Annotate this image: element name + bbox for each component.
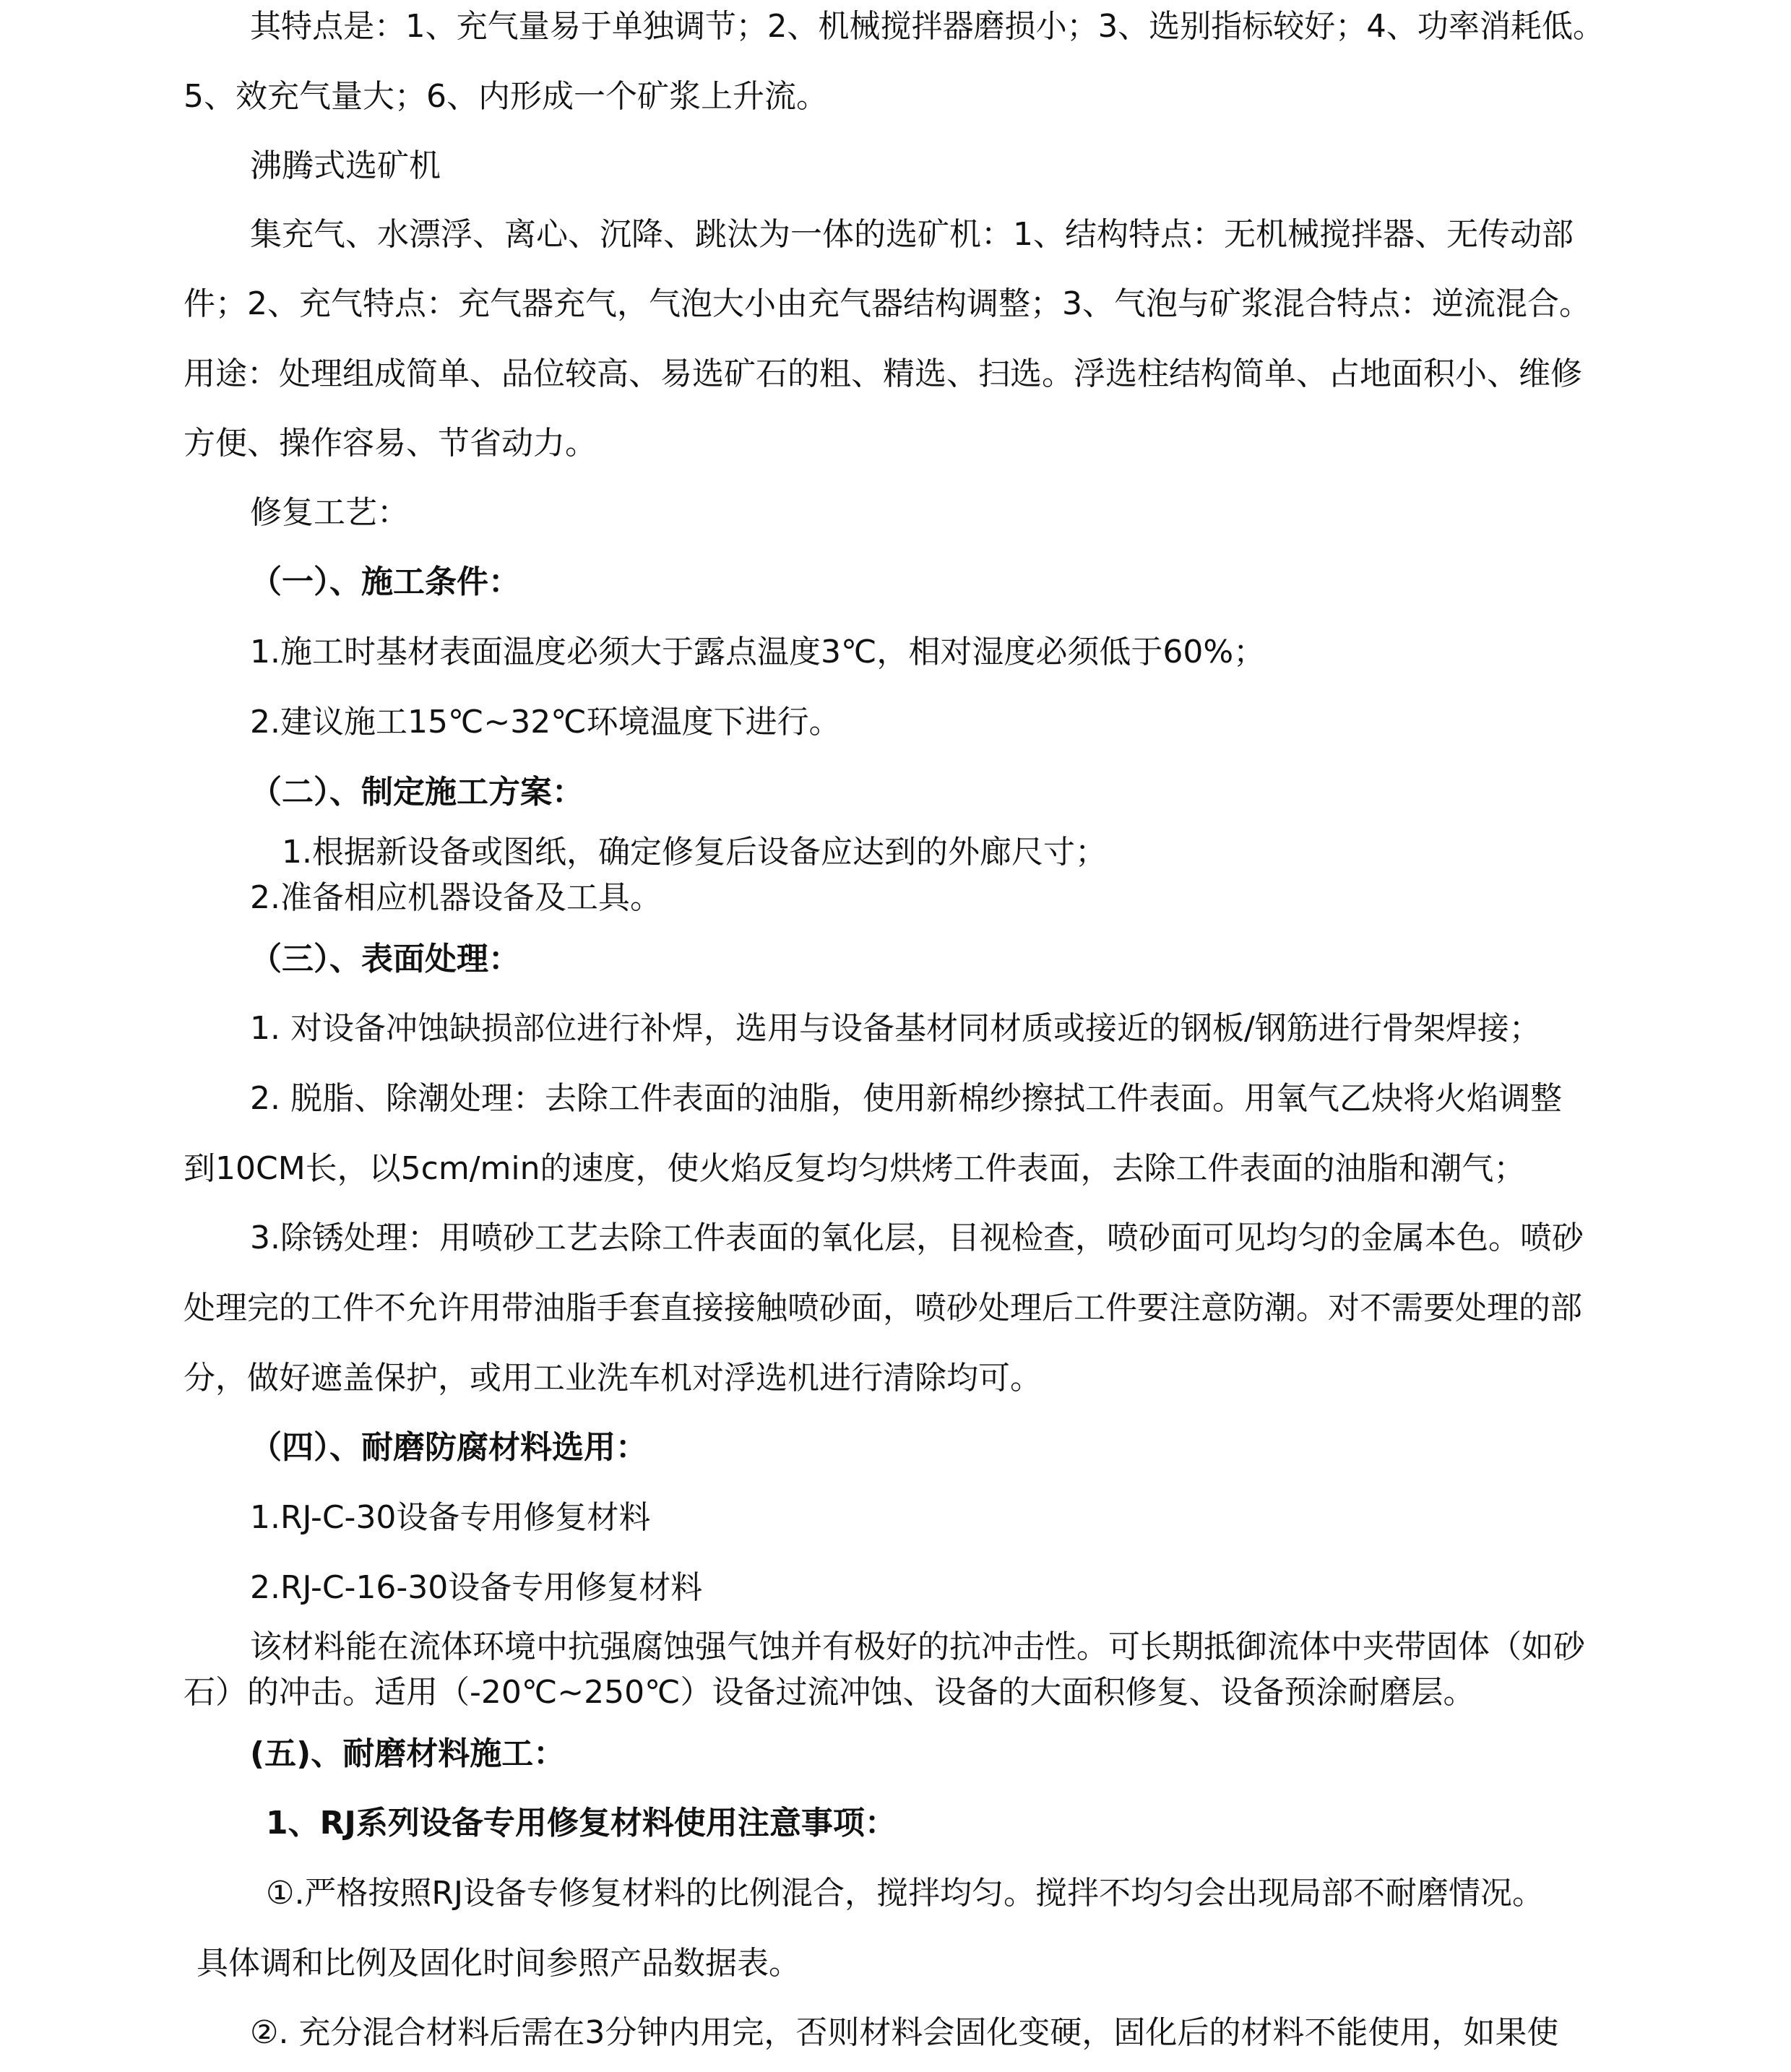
text-line: 集充气、水漂浮、离心、沉降、跳汰为一体的选矿机：1、结构特点：无机械搅拌器、无传动部 [250, 216, 1574, 253]
list-item: ②. 充分混合材料后需在3分钟内用完，否则材料会固化变硬，固化后的材料不能使用，如果使 [250, 2014, 1559, 2051]
subsection-heading: 1、RJ系列设备专用修复材料使用注意事项： [266, 1805, 897, 1842]
list-item: 2. 脱脂、除潮处理：去除工件表面的油脂，使用新棉纱擦拭工件表面。用氧气乙炔将火焰调整 [250, 1080, 1562, 1117]
text-line: 石）的冲击。适用（-20℃~250℃）设备过流冲蚀、设备的大面积修复、设备预涂耐磨层。 [184, 1674, 1475, 1711]
text-line: 分，做好遮盖保护，或用工业洗车机对浮选机进行清除均可。 [184, 1360, 1042, 1397]
list-item: 3.除锈处理：用喷砂工艺去除工件表面的氧化层，目视检查，喷砂面可见均匀的金属本色。喷砂 [250, 1220, 1584, 1256]
section-heading: 修复工艺： [250, 494, 409, 531]
list-item: ①.严格按照RJ设备专修复材料的比例混合，搅拌均匀。搅拌不均匀会出现局部不耐磨情况。 [266, 1875, 1544, 1912]
section-heading: （四）、耐磨防腐材料选用： [250, 1429, 647, 1466]
list-item: 2.建议施工15℃~32℃环境温度下进行。 [250, 704, 841, 741]
section-heading: （二）、制定施工方案： [250, 774, 584, 811]
section-heading: (五)、耐磨材料施工： [250, 1735, 566, 1772]
list-item: 2.RJ-C-16-30设备专用修复材料 [250, 1569, 703, 1606]
text-line: 到10CM长，以5cm/min的速度，使火焰反复均匀烘烤工件表面，去除工件表面的油脂和潮气； [184, 1150, 1526, 1187]
list-item: 1. 对设备冲蚀缺损部位进行补焊，选用与设备基材同材质或接近的钢板/钢筋进行骨架焊接； [250, 1010, 1541, 1047]
text-line: 其特点是：1、充气量易于单独调节；2、机械搅拌器磨损小；3、选别指标较好；4、功率消耗低。 [250, 8, 1605, 45]
text-line: 处理完的工件不允许用带油脂手套直接接触喷砂面，喷砂处理后工件要注意防潮。对不需要处理的部 [184, 1290, 1582, 1326]
list-item: 1.施工时基材表面温度必须大于露点温度3℃，相对湿度必须低于60%； [250, 634, 1266, 670]
text-line: 用途：处理组成简单、品位较高、易选矿石的粗、精选、扫选。浮选柱结构简单、占地面积小、维修 [184, 355, 1582, 392]
list-item: 2.准备相应机器设备及工具。 [250, 879, 662, 916]
section-heading: （一）、施工条件： [250, 564, 520, 600]
text-line: 沸腾式选矿机 [250, 147, 441, 184]
list-item: 1.根据新设备或图纸，确定修复后设备应达到的外廊尺寸； [282, 834, 1107, 871]
text-line: 方便、操作容易、节省动力。 [184, 425, 597, 462]
text-line: 具体调和比例及固化时间参照产品数据表。 [197, 1945, 800, 1982]
section-heading: （三）、表面处理： [250, 941, 520, 977]
text-line: 件；2、充气特点：充气器充气，气泡大小由充气器结构调整；3、气泡与矿浆混合特点：逆流混合。 [184, 285, 1591, 322]
list-item: 1.RJ-C-30设备专用修复材料 [250, 1499, 651, 1536]
text-line: 该材料能在流体环境中抗强腐蚀强气蚀并有极好的抗冲击性。可长期抵御流体中夹带固体（如砂 [250, 1628, 1585, 1665]
text-line: 5、效充气量大；6、内形成一个矿浆上升流。 [184, 78, 828, 115]
